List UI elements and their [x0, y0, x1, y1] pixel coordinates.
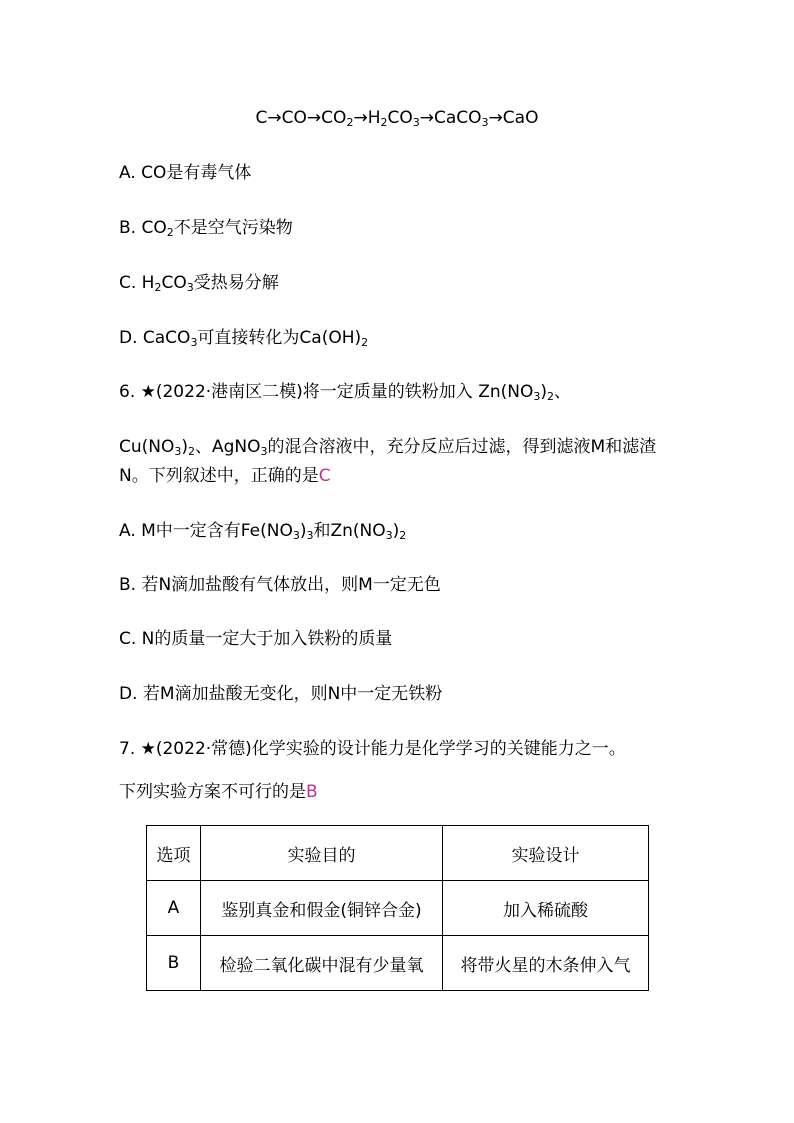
- table-header-row: [147, 826, 649, 881]
- q6-option-c: C. N的质量一定大于加入铁粉的质量: [119, 629, 393, 649]
- header-purpose: 实验目的: [201, 826, 443, 881]
- q6-option-b: B. 若N滴加盐酸有气体放出，则M一定无色: [119, 575, 441, 595]
- q5-option-a: A. CO是有毒气体: [119, 163, 252, 183]
- row-purpose: 检验二氧化碳中混有少量氧: [201, 936, 443, 991]
- row-design: 将带火星的木条伸入气: [443, 936, 649, 991]
- q6-option-a: A. M中一定含有$Fe(NO_3)_3$和$Zn(NO_3)_2$: [119, 521, 407, 542]
- table-row: [147, 881, 649, 936]
- row-design: 加入稀硫酸: [443, 881, 649, 936]
- q7-answer: B: [306, 782, 318, 802]
- q6-answer: C: [318, 466, 331, 486]
- q5-option-b: B. $CO_2$不是空气污染物: [119, 218, 293, 239]
- q5-option-c: C. $H_2CO_3$受热易分解: [119, 273, 279, 294]
- q6-stem-line2: $Cu(NO_3)_2$、AgNO$_3$的混合溶液中，充分反应后过滤，得到滤液M和滤渣: [119, 437, 657, 458]
- reaction-chain: $C\to CO\to CO_2\to H_2CO_3\to CaCO_3\to CaO$: [255, 108, 539, 129]
- table-row: [147, 936, 649, 991]
- row-purpose: 鉴别真金和假金(铜锌合金): [201, 881, 443, 936]
- q7-stem-line2: 下列实验方案不可行的是B: [119, 782, 318, 802]
- header-option: 选项: [147, 826, 201, 881]
- q6-stem-line3: N。下列叙述中，正确的是C: [119, 466, 331, 486]
- q6-stem-line1: 6. ★(2022·港南区二模)将一定质量的铁粉加入 $Zn(NO_3)_2$、: [119, 382, 571, 403]
- q5-option-d: D. CaCO$_3$可直接转化为$Ca(OH)_2$: [119, 328, 369, 349]
- q7-stem-line1: 7. ★(2022·常德)化学实验的设计能力是化学学习的关键能力之一。: [119, 739, 626, 759]
- header-design: 实验设计: [443, 826, 649, 881]
- experiment-table: [146, 825, 649, 991]
- row-option: B: [147, 936, 201, 991]
- row-option: A: [147, 881, 201, 936]
- q6-option-d: D. 若M滴加盐酸无变化，则N中一定无铁粉: [119, 684, 443, 704]
